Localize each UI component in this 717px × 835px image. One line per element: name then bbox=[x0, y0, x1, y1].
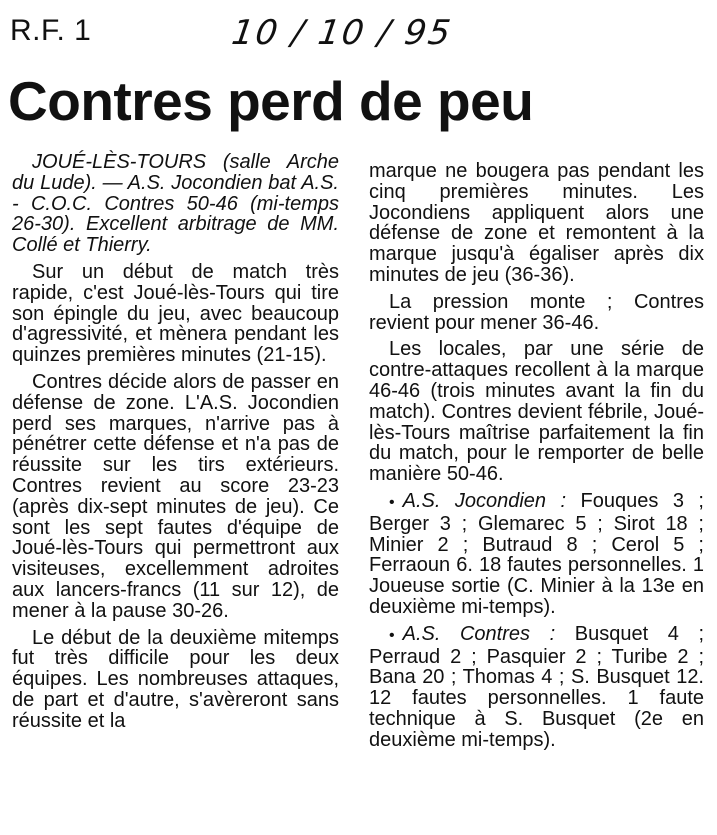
team-lineup bbox=[369, 624, 704, 751]
bullet-icon: • bbox=[389, 493, 395, 511]
team-name: A.S. Jocondien : bbox=[402, 489, 567, 512]
article-paragraph: marque ne bougera pas pendant les cinq premières minutes. Les Jocondiens appliquent alors une défense de zone et remontent à la marque jusqu'à égaliser après dix minutes de jeu (36-36). bbox=[369, 160, 704, 286]
headline: Contres perd de peu bbox=[8, 70, 534, 132]
lineup-text: Busquet 4 ; Perraud 2 ; Pasquier 2 ; Turibe 2 ; Bana 20 ; Thomas 4 ; S. Busquet 12. 12 fautes personnelles. 1 faute technique à S. Busquet (2e en deuxième mi-temps). bbox=[369, 622, 705, 751]
handwritten-date: 10 / 10 / 95 bbox=[229, 13, 455, 53]
article-paragraph: La pression monte ; Contres revient pour mener 36-46. bbox=[369, 290, 704, 334]
article-column-right bbox=[369, 161, 704, 757]
lineup-text: Fouques 3 ; Berger 3 ; Glemarec 5 ; Sirot 18 ; Minier 2 ; Butraud 8 ; Cerol 5 ; Ferraoun 6. 18 fautes personnelles. 1 Joueuse sortie (C. Minier à la 13e en deuxième mi-temps). bbox=[369, 489, 704, 618]
article-paragraph: Le début de la deuxième mitemps fut très difficile pour les deux équipes. Les nombreuses attaques, de part et d'autre, s'avèreront sans réussite et la bbox=[12, 626, 339, 732]
team-lineup bbox=[369, 491, 704, 618]
section-rubric: R.F. 1 bbox=[10, 14, 92, 47]
bullet-icon: • bbox=[389, 626, 395, 644]
article-paragraph: Sur un début de match très rapide, c'est Joué-lès-Tours qui tire son épingle du jeu, avec beaucoup d'agressivité, et mènera pendant les quinzes premières minutes (21-15). bbox=[12, 260, 339, 367]
article-column-left bbox=[12, 152, 339, 738]
article-paragraph: Contres décide alors de passer en défense de zone. L'A.S. Jocondien perd ses marques, n'arrive pas à pénétrer cette défense et n'a pas de réussite sur les tirs extérieurs. Contres revient au score 23-23 (après dix-sept minutes de jeu). Ce sont les sept fautes d'équipe de Joué-lès-Tours qui permettront aux visiteuses, excellemment adroites aux lancers-francs (11 sur 12), de mener à la pause 30-26. bbox=[12, 370, 339, 622]
article-lead: JOUÉ-LÈS-TOURS (salle Arche du Lude). — A.S. Jocondien bat A.S. - C.O.C. Contres 50-46 (mi-temps 26-30). Excellent arbitrage de MM. Collé et Thierry. bbox=[12, 151, 339, 257]
article-paragraph: Les locales, par une série de contre-attaques recollent à la marque 46-46 (trois minutes avant la fin du match). Contres devient fébrile, Joué-lès-Tours maîtrise parfaitement la fin du match, pour le remporter de belle manière 50-46. bbox=[369, 338, 704, 486]
team-name: A.S. Contres : bbox=[402, 622, 556, 645]
